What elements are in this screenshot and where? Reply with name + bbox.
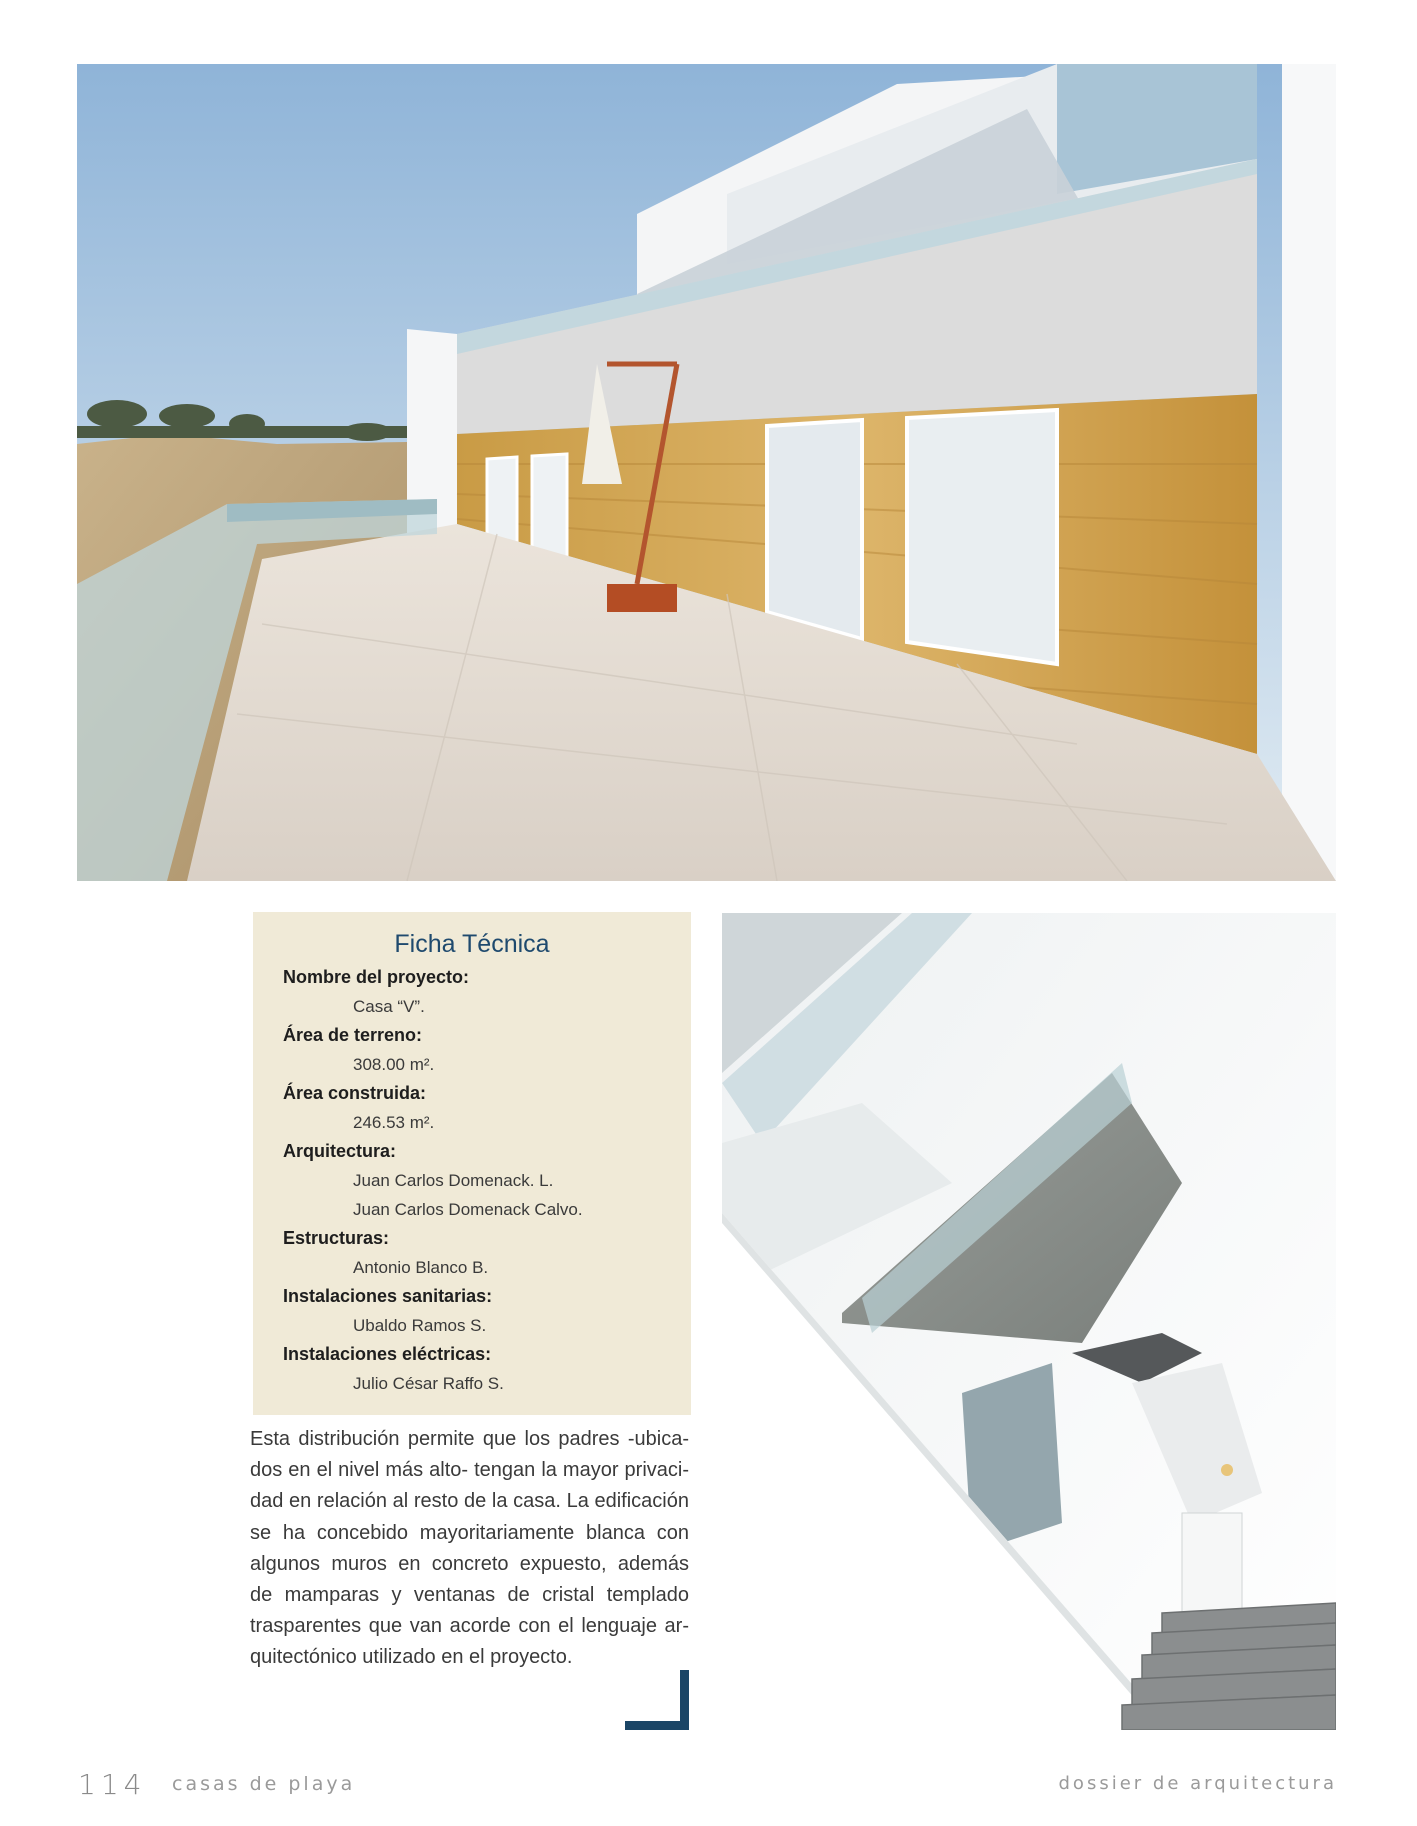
- ficha-item: [283, 1340, 691, 1398]
- ficha-value: 308.00 m².: [353, 1055, 435, 1074]
- section-name: casas de playa: [172, 1773, 356, 1795]
- ficha-label: Instalaciones sanitarias:: [283, 1286, 493, 1306]
- page-number: 114: [78, 1768, 147, 1801]
- body-line: se ha concebido mayoritariamente blanca con: [250, 1521, 689, 1544]
- ficha-label: Nombre del proyecto:: [283, 967, 470, 987]
- staircase-photo: [722, 913, 1336, 1730]
- body-paragraph: [250, 1424, 689, 1674]
- ficha-title: Ficha Técnica: [394, 930, 550, 958]
- ficha-item: [283, 1079, 691, 1137]
- ficha-value: Juan Carlos Domenack. L.: [353, 1171, 554, 1190]
- ficha-item: [283, 1282, 691, 1340]
- ficha-value: Ubaldo Ramos S.: [353, 1316, 487, 1335]
- body-line: trasparentes que van acorde con el lenguaje ar-: [250, 1615, 689, 1638]
- ficha-label: Estructuras:: [283, 1228, 390, 1248]
- ficha-tecnica-box: [253, 912, 691, 1415]
- end-corner-mark: [625, 1670, 689, 1730]
- ficha-value: Casa “V”.: [353, 997, 425, 1016]
- ficha-item: [283, 1137, 691, 1224]
- ficha-value: Antonio Blanco B.: [353, 1258, 489, 1277]
- terrace-photo: [77, 64, 1336, 881]
- ficha-label: Arquitectura:: [283, 1141, 397, 1161]
- ficha-item: [283, 963, 691, 1021]
- body-line: de mamparas y ventanas de cristal templado: [250, 1584, 689, 1607]
- body-line: Esta distribución permite que los padres -ubica-: [250, 1428, 689, 1450]
- body-line: dos en el nivel más alto- tengan la mayor privaci-: [250, 1459, 689, 1482]
- ficha-item: [283, 1021, 691, 1079]
- ficha-label: Área construida:: [283, 1083, 427, 1103]
- magazine-name: dossier de arquitectura: [1058, 1773, 1337, 1794]
- ficha-value: 246.53 m².: [353, 1113, 435, 1132]
- body-line: dad en relación al resto de la casa. La edificación: [250, 1490, 689, 1513]
- ficha-label: Área de terreno:: [283, 1025, 423, 1045]
- ficha-item: [283, 1224, 691, 1282]
- corner-horizontal-bar: [625, 1721, 689, 1730]
- ficha-label: Instalaciones eléctricas:: [283, 1344, 492, 1364]
- ficha-value: Juan Carlos Domenack Calvo.: [353, 1200, 583, 1219]
- body-line: quitectónico utilizado en el proyecto.: [250, 1646, 573, 1669]
- ficha-value: Julio César Raffo S.: [353, 1374, 504, 1393]
- ficha-list: [253, 963, 691, 1398]
- body-line: algunos muros en concreto expuesto, además: [250, 1552, 689, 1575]
